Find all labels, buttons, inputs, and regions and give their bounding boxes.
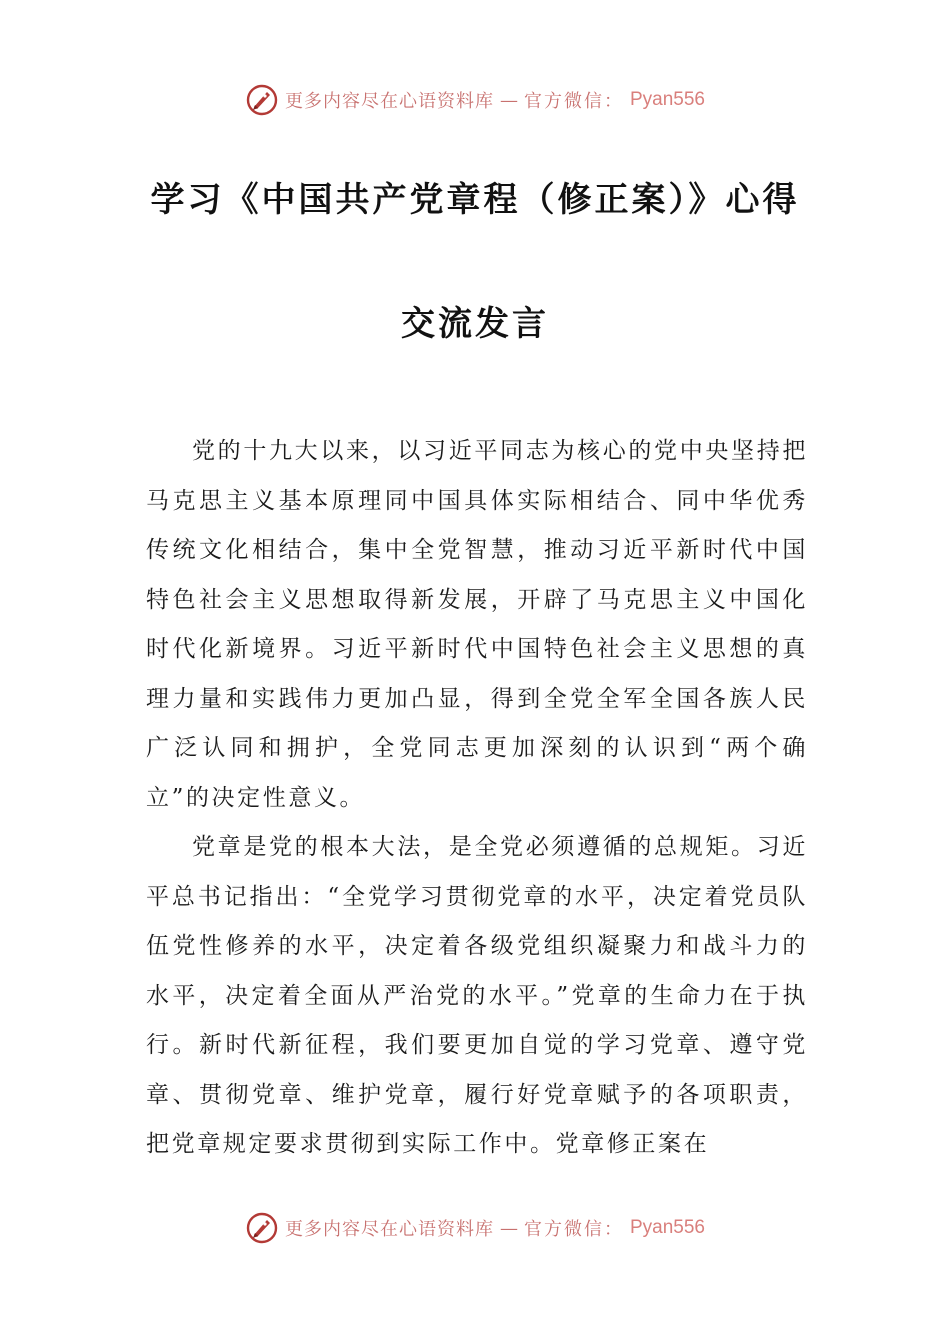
banner-wechat-id: Pyan556 [629, 1217, 705, 1238]
banner-wechat-label: 官方微信： [523, 1219, 624, 1240]
pen-logo-icon [245, 83, 279, 117]
pen-logo-icon [245, 1211, 279, 1245]
banner-separator: — [499, 1217, 518, 1239]
banner-wechat-label: 官方微信： [523, 91, 624, 112]
banner-separator: — [499, 89, 518, 111]
banner-main-text: 更多内容尽在心语资料库 [284, 91, 494, 112]
paragraph: 党章是党的根本大法，是全党必须遵循的总规矩。习近平总书记指出：“全党学习贯彻党章的水平，决定着党员队伍党性修养的水平，决定着各级党组织凝聚力和战斗力的水平，决定着全面从严治党的水平。”党章的生命力在于执行。新时代新征程，我们要更加自觉的学习党章、遵守党章、贯彻党章、维护党章，履行好党章赋予的各项职责，把党章规定要求贯彻到实际工作中。党章修正案在 [146, 834, 808, 1157]
paragraph: 党的十九大以来，以习近平同志为核心的党中央坚持把马克思主义基本原理同中国具体实际相结合、同中华优秀传统文化相结合，集中全党智慧，推动习近平新时代中国特色社会主义思想取得新发展，开辟了马克思主义中国化时代化新境界。习近平新时代中国特色社会主义思想的真理力量和实践伟力更加凸显，得到全党全军全国各族人民广泛认同和拥护，全党同志更加深刻的认识到“两个确立”的决定性意义。 [146, 438, 808, 811]
document-title-line-1: 学习《中国共产党章程（修正案）》心得 [150, 180, 800, 220]
footer-banner [0, 1208, 950, 1248]
banner-main-text: 更多内容尽在心语资料库 [284, 1219, 494, 1240]
document-title-line-2: 交流发言 [401, 304, 549, 344]
header-banner [0, 80, 950, 120]
document-body [146, 427, 808, 1170]
banner-wechat-id: Pyan556 [629, 89, 705, 110]
